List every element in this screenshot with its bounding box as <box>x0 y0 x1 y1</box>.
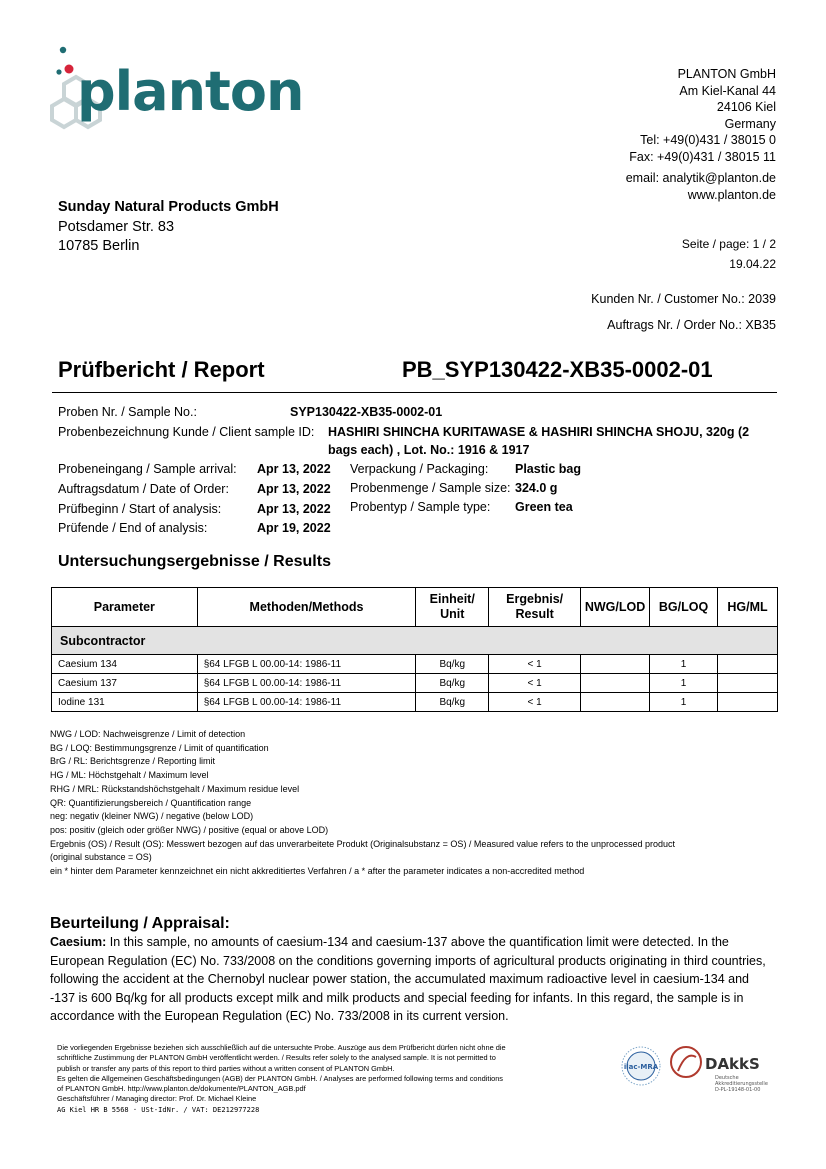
order-date-label: Auftragsdatum / Date of Order: <box>58 482 229 496</box>
type-value: Green tea <box>515 500 573 514</box>
customer-info <box>476 286 776 338</box>
sample-no-value: SYP130422-XB35-0002-01 <box>290 405 443 419</box>
results-header-row <box>52 588 778 627</box>
cell-hg <box>718 655 778 674</box>
ilac-label: ilac-MRA <box>623 1063 659 1071</box>
client-id-value: HASHIRI SHINCHA KURITAWASE & HASHIRI SHINCHA SHOJU, 320g (2 <box>328 425 750 439</box>
footer-line: schriftliche Zustimmung der PLANTON GmbH veröffentlicht werden. / Results refer solely to the analysed sample. It is not permitted to <box>57 1053 496 1063</box>
sample-no-label: Proben Nr. / Sample No.: <box>58 405 197 419</box>
header-result <box>489 588 581 627</box>
size-value: 324.0 g <box>515 481 558 495</box>
client-name: Sunday Natural Products GmbH <box>58 199 279 215</box>
dakks-id: D-PL-19148-01-00 <box>715 1087 761 1093</box>
appraisal-bold-label: Caesium: <box>50 935 107 949</box>
subcontractor-row <box>52 627 778 655</box>
cell-parameter: Caesium 137 <box>52 674 198 693</box>
start-label: Prüfbeginn / Start of analysis: <box>58 502 222 516</box>
header-bg: BG/LOQ <box>650 588 718 627</box>
order-date-value: Apr 13, 2022 <box>257 482 331 496</box>
lab-web[interactable]: www.planton.de <box>687 188 776 202</box>
customer-number: Kunden Nr. / Customer No.: 2039 <box>591 292 776 306</box>
lab-country: Germany <box>724 116 776 131</box>
cell-hg <box>718 674 778 693</box>
note-line: HG / ML: Höchstgehalt / Maximum level <box>50 770 209 781</box>
start-value: Apr 13, 2022 <box>257 502 331 516</box>
note-line: RHG / MRL: Rückstandshöchstgehalt / Maximum residue level <box>50 783 300 794</box>
header-nwg: NWG/LOD <box>581 588 650 627</box>
cell-result: < 1 <box>489 655 581 674</box>
lab-tel: Tel: +49(0)431 / 38015 0 <box>640 133 776 147</box>
packaging-label: Verpackung / Packaging: <box>350 462 489 476</box>
dakks-label: DAkkS <box>705 1055 760 1073</box>
size-label: Probenmenge / Sample size: <box>350 481 511 495</box>
arrival-label: Probeneingang / Sample arrival: <box>58 462 237 476</box>
report-date: 19.04.22 <box>729 257 776 271</box>
header-method: Methoden/Methods <box>197 588 416 627</box>
cell-bg: 1 <box>650 674 718 693</box>
header-result-line1: Ergebnis/ <box>506 592 564 606</box>
cell-parameter: Caesium 134 <box>52 655 198 674</box>
lab-address <box>516 66 776 165</box>
note-line: pos: positiv (gleich oder größer NWG) / positive (equal or above LOD) <box>50 824 329 835</box>
cell-nwg <box>581 655 650 674</box>
planton-logo <box>50 42 310 152</box>
note-line: NWG / LOD: Nachweisgrenze / Limit of detection <box>50 729 246 739</box>
end-value: Apr 19, 2022 <box>257 521 331 535</box>
note-line: Ergebnis (OS) / Result (OS): Messwert bezogen auf das unverarbeitete Produkt (Originalsubstanz = OS) / Measured value refers to the unprocessed product <box>50 838 676 849</box>
ilac-mra-icon <box>616 1043 666 1095</box>
subcontractor-label: Subcontractor <box>52 627 778 655</box>
header-parameter: Parameter <box>52 588 198 627</box>
cell-method: §64 LFGB L 00.00-14: 1986-11 <box>197 674 416 693</box>
footer-line: of PLANTON GmbH. http://www.planton.de/dokumente/PLANTON_AGB.pdf <box>57 1084 306 1094</box>
header-result-line2: Result <box>515 607 554 621</box>
cell-method: §64 LFGB L 00.00-14: 1986-11 <box>197 693 416 712</box>
packaging-value: Plastic bag <box>515 462 581 476</box>
dakks-sub1: Deutsche <box>715 1075 739 1081</box>
lab-contact <box>516 170 776 204</box>
client-address <box>58 198 279 257</box>
client-street: Potsdamer Str. 83 <box>58 218 175 235</box>
order-number: Auftrags Nr. / Order No.: XB35 <box>607 318 776 332</box>
note-line: BG / LOQ: Bestimmungsgrenze / Limit of quantification <box>50 742 269 753</box>
end-label: Prüfende / End of analysis: <box>58 521 208 535</box>
footer-line: publish or transfer any parts of this report to third parties without a written consent of PLANTON GmbH. <box>57 1063 395 1073</box>
header-unit <box>416 588 489 627</box>
title-divider <box>52 392 777 393</box>
cell-bg: 1 <box>650 655 718 674</box>
page-number: Seite / page: 1 / 2 <box>681 237 776 251</box>
footer-line: Geschäftsführer / Managing director: Prof. Dr. Michael Kleine <box>57 1094 257 1104</box>
cell-result: < 1 <box>489 674 581 693</box>
type-label: Probentyp / Sample type: <box>350 500 491 514</box>
cell-nwg <box>581 674 650 693</box>
page-info <box>516 234 776 274</box>
footer-registration: AG Kiel HR B 5568 · USt-IdNr. / VAT: DE212977228 <box>57 1105 260 1114</box>
report-id: PB_SYP130422-XB35-0002-01 <box>402 357 713 382</box>
dakks-sub2: Akkreditierungsstelle <box>715 1081 768 1087</box>
table-row <box>52 655 778 674</box>
results-table <box>51 587 778 712</box>
logo-text: planton <box>77 60 304 123</box>
cell-parameter: Iodine 131 <box>52 693 198 712</box>
results-heading: Untersuchungsergebnisse / Results <box>58 553 331 570</box>
client-id-value-line2: bags each) , Lot. No.: 1916 & 1917 <box>328 443 530 457</box>
lab-city: 24106 Kiel <box>716 100 776 114</box>
arrival-value: Apr 13, 2022 <box>257 462 331 476</box>
appraisal-text <box>50 933 775 1026</box>
client-id-label: Probenbezeichnung Kunde / Client sample ID: <box>58 425 315 439</box>
cell-unit: Bq/kg <box>416 674 489 693</box>
appraisal-heading: Beurteilung / Appraisal: <box>50 915 230 932</box>
lab-street: Am Kiel-Kanal 44 <box>679 83 776 98</box>
header-hg: HG/ML <box>718 588 778 627</box>
cell-method: §64 LFGB L 00.00-14: 1986-11 <box>197 655 416 674</box>
note-line: BrG / RL: Berichtsgrenze / Reporting limit <box>50 756 216 767</box>
note-line: neg: negativ (kleiner NWG) / negative (below LOD) <box>50 811 254 822</box>
footer-line: Es gelten die Allgemeinen Geschäftsbedingungen (AGB) der PLANTON GmbH. / Analyses are performed following terms and conditions <box>57 1073 503 1083</box>
cell-nwg <box>581 693 650 712</box>
lab-fax: Fax: +49(0)431 / 38015 11 <box>629 149 776 164</box>
header-unit-line1: Einheit/ <box>429 592 475 606</box>
table-row <box>52 674 778 693</box>
cell-result: < 1 <box>489 693 581 712</box>
cell-unit: Bq/kg <box>416 655 489 674</box>
note-line: (original substance = OS) <box>50 852 152 863</box>
lab-name: PLANTON GmbH <box>677 67 776 81</box>
footer-disclaimer <box>57 1043 597 1115</box>
cell-bg: 1 <box>650 693 718 712</box>
dakks-logo-icon <box>669 1043 777 1095</box>
table-row <box>52 693 778 712</box>
note-line: ein * hinter dem Parameter kennzeichnet ein nicht akkreditiertes Verfahren / a * after the parameter indicates a non-accredited method <box>50 866 585 877</box>
footer-line: Die vorliegenden Ergebnisse beziehen sich ausschließlich auf die untersuchte Probe. Auszüge aus dem Prüfbericht dürfen nicht ohne die <box>57 1043 506 1052</box>
appraisal-body: In this sample, no amounts of caesium-134 and caesium-137 above the quantification limit were detected. In the European Regulation (EC) No. 733/2008 on the conditions governing imports of agricultural products originating in third countries, following the accident at the Chernobyl nuclear power station, the accumulated maximum radioactive level in caesium-134 and -137 is 600 Bq/kg for all products except milk and milk products and special feeding for infants. In this regard, the sample is in accordance with the European Regulation (EC) No. 733/2008 in its current version. <box>50 935 766 1023</box>
cell-hg <box>718 693 778 712</box>
header-unit-line2: Unit <box>440 607 465 621</box>
note-line: QR: Quantifizierungsbereich / Quantification range <box>50 797 252 808</box>
report-title: Prüfbericht / Report <box>58 357 265 382</box>
cell-unit: Bq/kg <box>416 693 489 712</box>
lab-email[interactable]: email: analytik@planton.de <box>625 171 776 185</box>
abbreviation-notes <box>50 728 750 879</box>
client-city: 10785 Berlin <box>58 238 140 254</box>
